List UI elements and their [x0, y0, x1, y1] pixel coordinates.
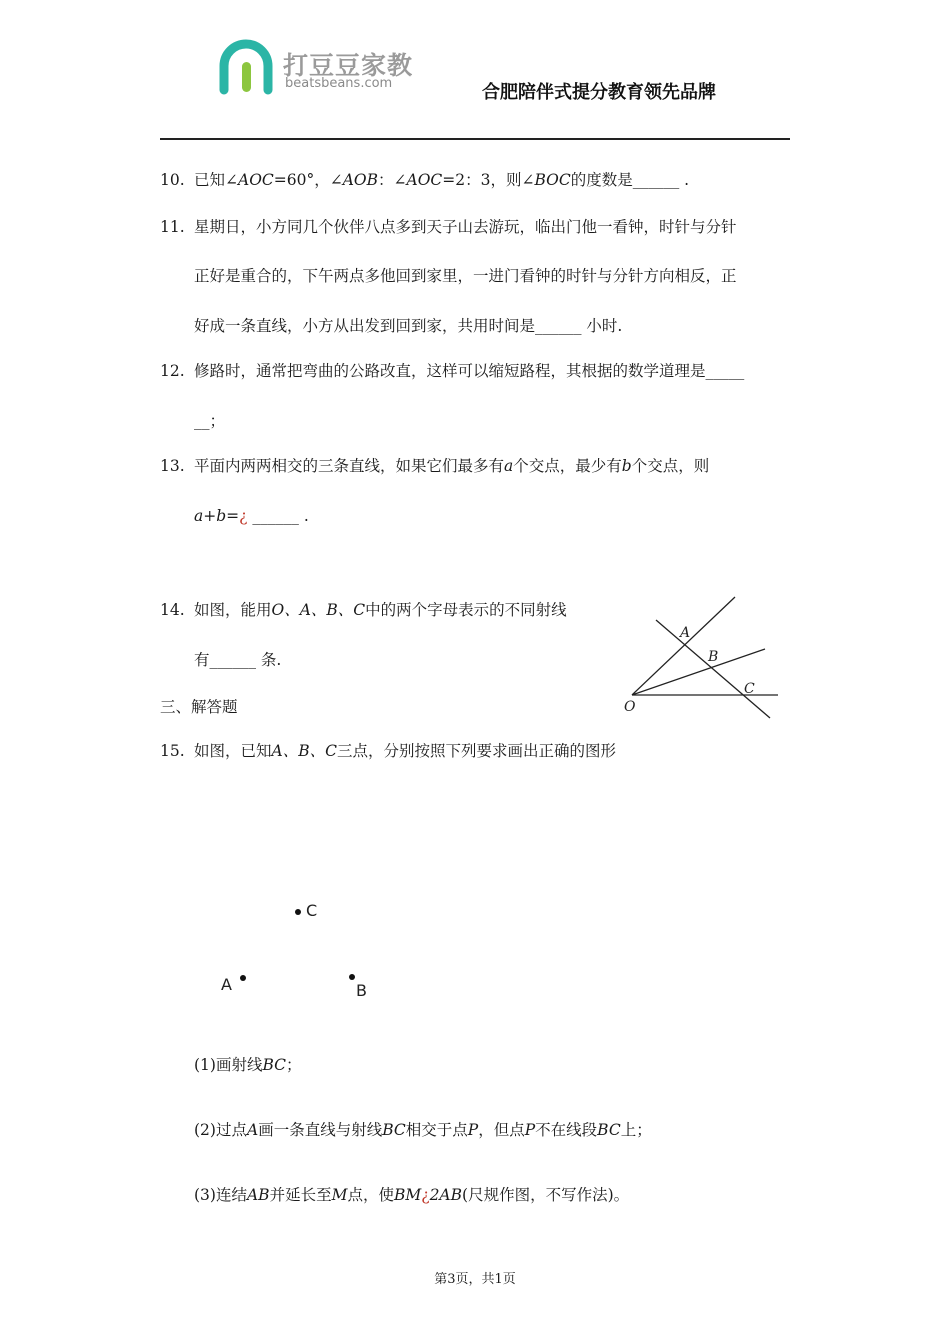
q15-step-3: (3)连结AB并延长至M点，使BM¿2AB(尺规作图，不写作法)。	[194, 1186, 630, 1204]
brand-domain: beatsbeans.com	[285, 76, 393, 91]
brand-name: 打豆豆家教	[283, 51, 414, 80]
q12-line-1: 修路时，通常把弯曲的公路改直，这样可以缩短路程，其根据的数学道理是_____	[194, 362, 745, 380]
header-divider	[160, 138, 790, 140]
q15-number: 15.	[160, 742, 185, 760]
q14-line-1: 如图，能用O、A、B、C中的两个字母表示的不同射线	[194, 601, 567, 619]
section-title: 三、解答题	[160, 698, 238, 716]
fig-label-C: C	[744, 681, 755, 697]
q12-line-2: __；	[194, 412, 226, 430]
q15-line-1: 如图，已知A、B、C三点，分别按照下列要求画出正确的图形	[194, 742, 616, 760]
q14-number: 14.	[160, 601, 185, 619]
point-B-dot	[349, 974, 355, 980]
q11-line-1: 星期日，小方同几个伙伴八点多到天子山去游玩，临出门他一看钟，时针与分针	[194, 218, 737, 236]
ray-OA	[632, 597, 735, 695]
q13-line-1: 平面内两两相交的三条直线，如果它们最多有a个交点，最少有b个交点，则	[194, 457, 710, 475]
q15-step-2: (2)过点A画一条直线与射线BC相交于点P，但点P不在线段BC上；	[194, 1121, 652, 1139]
q11-line-3: 好成一条直线，小方从出发到回到家，共用时间是______ 小时.	[194, 317, 623, 335]
point-A-dot	[240, 975, 246, 981]
q11-number: 11.	[160, 218, 185, 236]
fig-label-O: O	[624, 699, 636, 715]
transversal-line	[656, 620, 770, 718]
q13-number: 13.	[160, 457, 185, 475]
point-B-label: B	[356, 981, 367, 1000]
q14-line-2: 有______ 条.	[194, 651, 282, 669]
q12-number: 12.	[160, 362, 185, 380]
q11-line-2: 正好是重合的，下午两点多他回到家里，一进门看钟的时针与分针方向相反，正	[194, 267, 737, 285]
point-A-label: A	[221, 975, 232, 994]
fig-label-A: A	[680, 625, 691, 641]
q10-text: 已知∠AOC=60°，∠AOB：∠AOC=2：3，则∠BOC的度数是______ .	[194, 171, 690, 189]
page-footer: 第3页，共1页	[434, 1272, 516, 1287]
brand-slogan: 合肥陪伴式提分教育领先品牌	[482, 82, 716, 103]
q15-points-figure	[210, 895, 390, 1005]
q15-step-1: (1)画射线BC；	[194, 1056, 302, 1074]
q14-ray-figure	[620, 595, 780, 720]
point-C-dot	[295, 909, 301, 915]
point-C-label: C	[306, 901, 318, 920]
q10-number: 10.	[160, 171, 185, 189]
fig-label-B: B	[708, 649, 719, 665]
q13-line-2: a+b=¿ ______ .	[194, 507, 309, 525]
